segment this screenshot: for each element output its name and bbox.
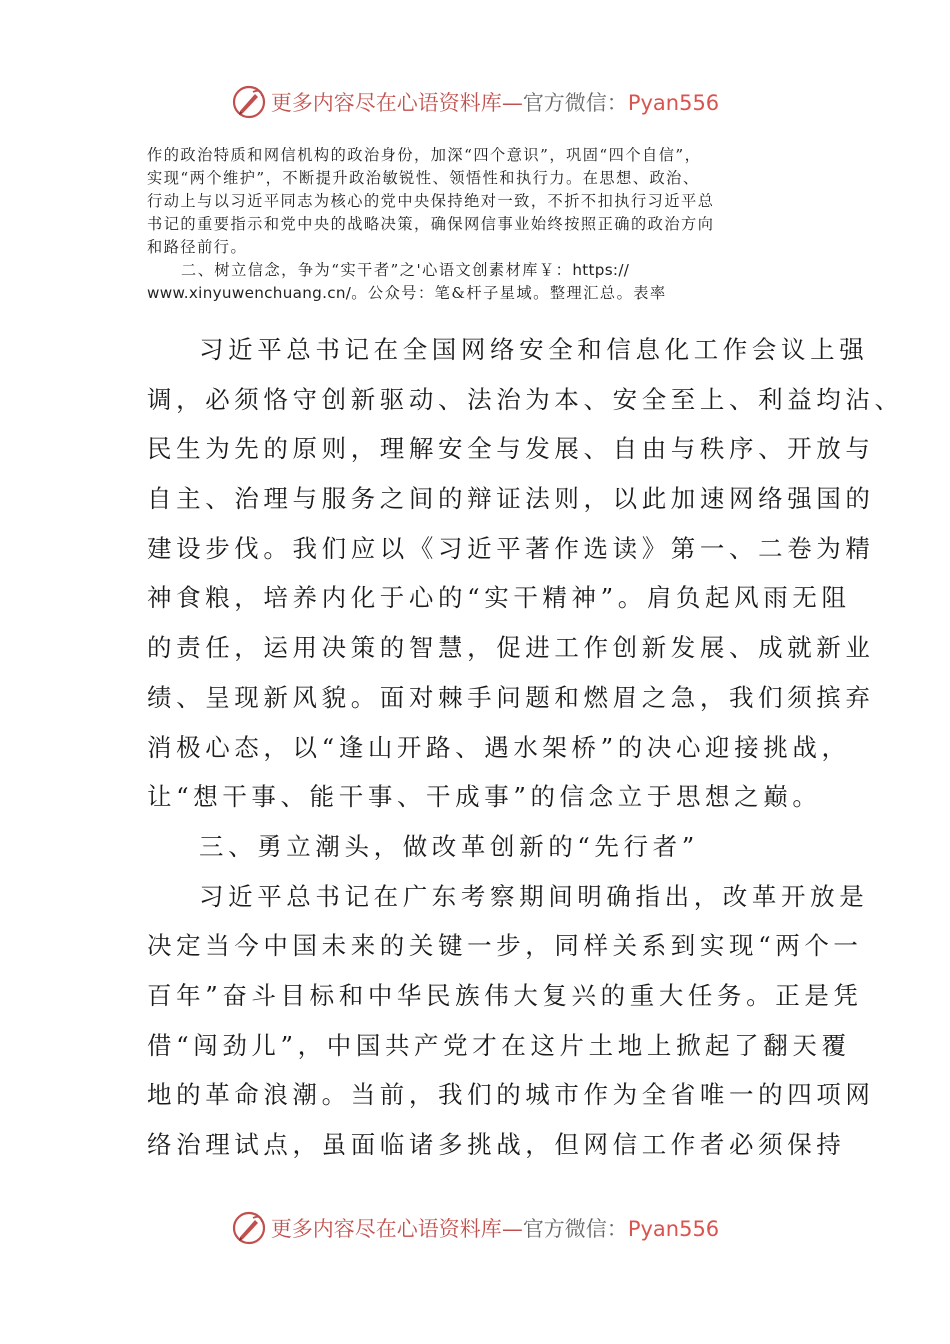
pen-logo-icon bbox=[231, 1210, 267, 1246]
header-banner bbox=[0, 80, 950, 124]
body-line: 习近平总书记在全国网络安全和信息化工作会议上强 bbox=[199, 335, 869, 364]
body-line: 神食粮，培养内化于心的“实干精神”。肩负起风雨无阻 bbox=[147, 583, 851, 613]
header-banner-dash: — bbox=[501, 91, 523, 115]
footer-banner-label: 官方微信： bbox=[522, 1217, 628, 1241]
body-line: 让“想干事、能干事、干成事”的信念立于思想之巅。 bbox=[147, 782, 822, 812]
header-banner-label: 官方微信： bbox=[522, 91, 628, 115]
body-line: 百年”奋斗目标和中华民族伟大复兴的重大任务。正是凭 bbox=[147, 980, 863, 1010]
header-banner-handle: Pyan556 bbox=[627, 91, 720, 115]
body-line: 调，必须恪守创新驱动、法治为本、安全至上、利益均沾、 bbox=[147, 384, 904, 414]
body-line: 借“闯劲儿”，中国共产党才在这片土地上掀起了翻天覆 bbox=[147, 1030, 851, 1060]
watermark-url-part-a: https:// bbox=[572, 261, 630, 279]
text-line: 行动上与以习近平同志为核心的党中央保持绝对一致，不折不扣执行习近平总 bbox=[147, 192, 715, 210]
footer-banner-main: 更多内容尽在心语资料库 bbox=[270, 1217, 502, 1241]
body-line: 绩、呈现新风貌。面对棘手问题和燃眉之急，我们须摈弃 bbox=[147, 682, 875, 712]
body-line: 的责任，运用决策的智慧，促进工作创新发展、成就新业 bbox=[147, 633, 875, 663]
text-line: 和路径前行。 bbox=[147, 238, 248, 256]
pen-logo-icon bbox=[231, 84, 267, 120]
body-line: 建设步伐。我们应以《习近平著作选读》第一、二卷为精 bbox=[147, 533, 875, 563]
header-banner-text bbox=[271, 87, 719, 117]
section-heading-2-tail: 。公众号：笔&杆子星域。整理汇总。表率 bbox=[351, 284, 667, 302]
body-line: 消极心态，以“逢山开路、遇水架桥”的决心迎接挑战， bbox=[147, 732, 851, 762]
body-line: 决定当今中国未来的关键一步，同样关系到实现“两个一 bbox=[147, 931, 863, 961]
text-line: 书记的重要指示和党中央的战略决策，确保网信事业始终按照正确的政治方向 bbox=[147, 215, 715, 233]
section-heading-2-text: 二、树立信念，争为“实干者”之'心语文创素材库￥： bbox=[181, 261, 573, 279]
main-body-text bbox=[147, 325, 904, 1170]
footer-banner-text bbox=[271, 1213, 719, 1243]
text-line: 作的政治特质和网信机构的政治身份，加深“四个意识”，巩固“四个自信”， bbox=[147, 146, 702, 164]
body-line: 习近平总书记在广东考察期间明确指出，改革开放是 bbox=[199, 881, 869, 911]
body-line: 自主、治理与服务之间的辩证法则，以此加速网络强国的 bbox=[147, 484, 875, 514]
text-line: 实现“两个维护”，不断提升政治敏锐性、领悟性和执行力。在思想、政治、 bbox=[147, 169, 700, 187]
footer-banner-dash: — bbox=[501, 1217, 523, 1241]
section-heading-3: 三、勇立潮头，做改革创新的“先行者” bbox=[199, 831, 699, 861]
header-banner-main: 更多内容尽在心语资料库 bbox=[270, 91, 502, 115]
section-heading-2 bbox=[147, 259, 812, 305]
footer-banner-handle: Pyan556 bbox=[627, 1217, 720, 1241]
body-line: 络治理试点，虽面临诸多挑战，但网信工作者必须保持 bbox=[147, 1130, 846, 1159]
body-line: 地的革命浪潮。当前，我们的城市作为全省唯一的四项网 bbox=[147, 1080, 875, 1110]
footer-banner bbox=[0, 1206, 950, 1250]
watermark-url-part-b: www.xinyuwenchuang.cn/ bbox=[147, 284, 352, 302]
body-line: 民生为先的原则，理解安全与发展、自由与秩序、开放与 bbox=[147, 434, 875, 464]
small-text-block bbox=[147, 144, 812, 305]
paragraph-political-loyalty bbox=[147, 144, 812, 259]
